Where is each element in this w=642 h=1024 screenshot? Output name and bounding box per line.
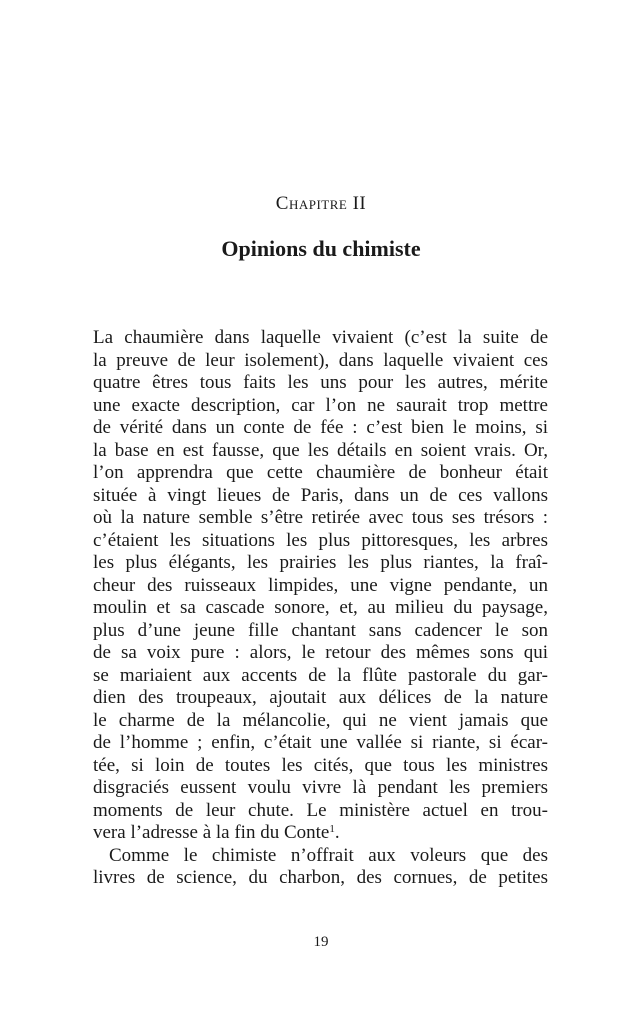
text-line: de sa voix pure : alors, le retour des mêmes sons qui	[93, 642, 548, 663]
text-line: le charme de la mélancolie, qui ne vient jamais que	[93, 709, 548, 731]
text-line: située à vingt lieues de Paris, dans un de ces vallons	[93, 484, 548, 506]
chapter-title: Opinions du chimiste	[221, 236, 421, 261]
text-line-paragraph-end	[93, 822, 548, 845]
chapter-number: II	[352, 193, 367, 214]
text-line: livres de science, du charbon, des cornues, de petites	[93, 867, 548, 888]
text-line: La chaumière dans laquelle vivaient (c’est la suite de	[93, 327, 548, 348]
chapter-heading	[0, 193, 642, 215]
text-line: cheur des ruisseaux limpides, une vigne pendante, un	[93, 574, 548, 596]
text-line: une exacte description, car l’on ne saurait trop mettre	[93, 394, 548, 416]
text-line: de l’homme ; enfin, c’était une vallée si riante, si écar-	[93, 732, 548, 753]
text-fragment: .	[334, 822, 340, 843]
text-line: de vérité dans un conte de fée : c’est bien le moins, si	[93, 417, 548, 438]
text-line: moulin et sa cascade sonore, et, au milieu du paysage,	[93, 597, 548, 618]
text-line: se mariaient aux accents de la flûte pastorale du gar-	[93, 664, 548, 686]
text-line: Comme le chimiste n’offrait aux voleurs que des	[109, 844, 548, 866]
text-line: la base en est fausse, que les détails en soient vrais. Or,	[93, 439, 548, 461]
text-line: où la nature semble s’être retirée avec tous ses trésors :	[93, 507, 548, 528]
page-number: 19	[313, 934, 329, 950]
body-text	[93, 327, 548, 890]
text-line: disgraciés eussent voulu vivre là pendant les premiers	[93, 777, 548, 798]
footnote-reference[interactable]: 1	[329, 823, 335, 835]
text-line: dien des troupeaux, ajoutait aux délices de la nature	[93, 687, 548, 708]
text-line: quatre êtres tous faits les uns pour les autres, mérite	[93, 372, 548, 393]
text-line: plus d’une jeune fille chantant sans cadencer le son	[93, 619, 548, 641]
text-line: la preuve de leur isolement), dans laquelle vivaient ces	[93, 349, 548, 371]
text-line: tée, si loin de toutes les cités, que tous les ministres	[93, 754, 548, 776]
chapter-label: Chapitre	[275, 193, 348, 214]
text-line: c’étaient les situations les plus pittoresques, les arbres	[93, 529, 548, 551]
text-line: l’on apprendra que cette chaumière de bonheur était	[93, 462, 548, 483]
text-line: les plus élégants, les prairies les plus riantes, la fraî-	[93, 552, 548, 573]
text-fragment: vera l’adresse à la fin du Conte	[93, 822, 330, 843]
text-line: moments de leur chute. Le ministère actuel en trou-	[93, 799, 548, 821]
